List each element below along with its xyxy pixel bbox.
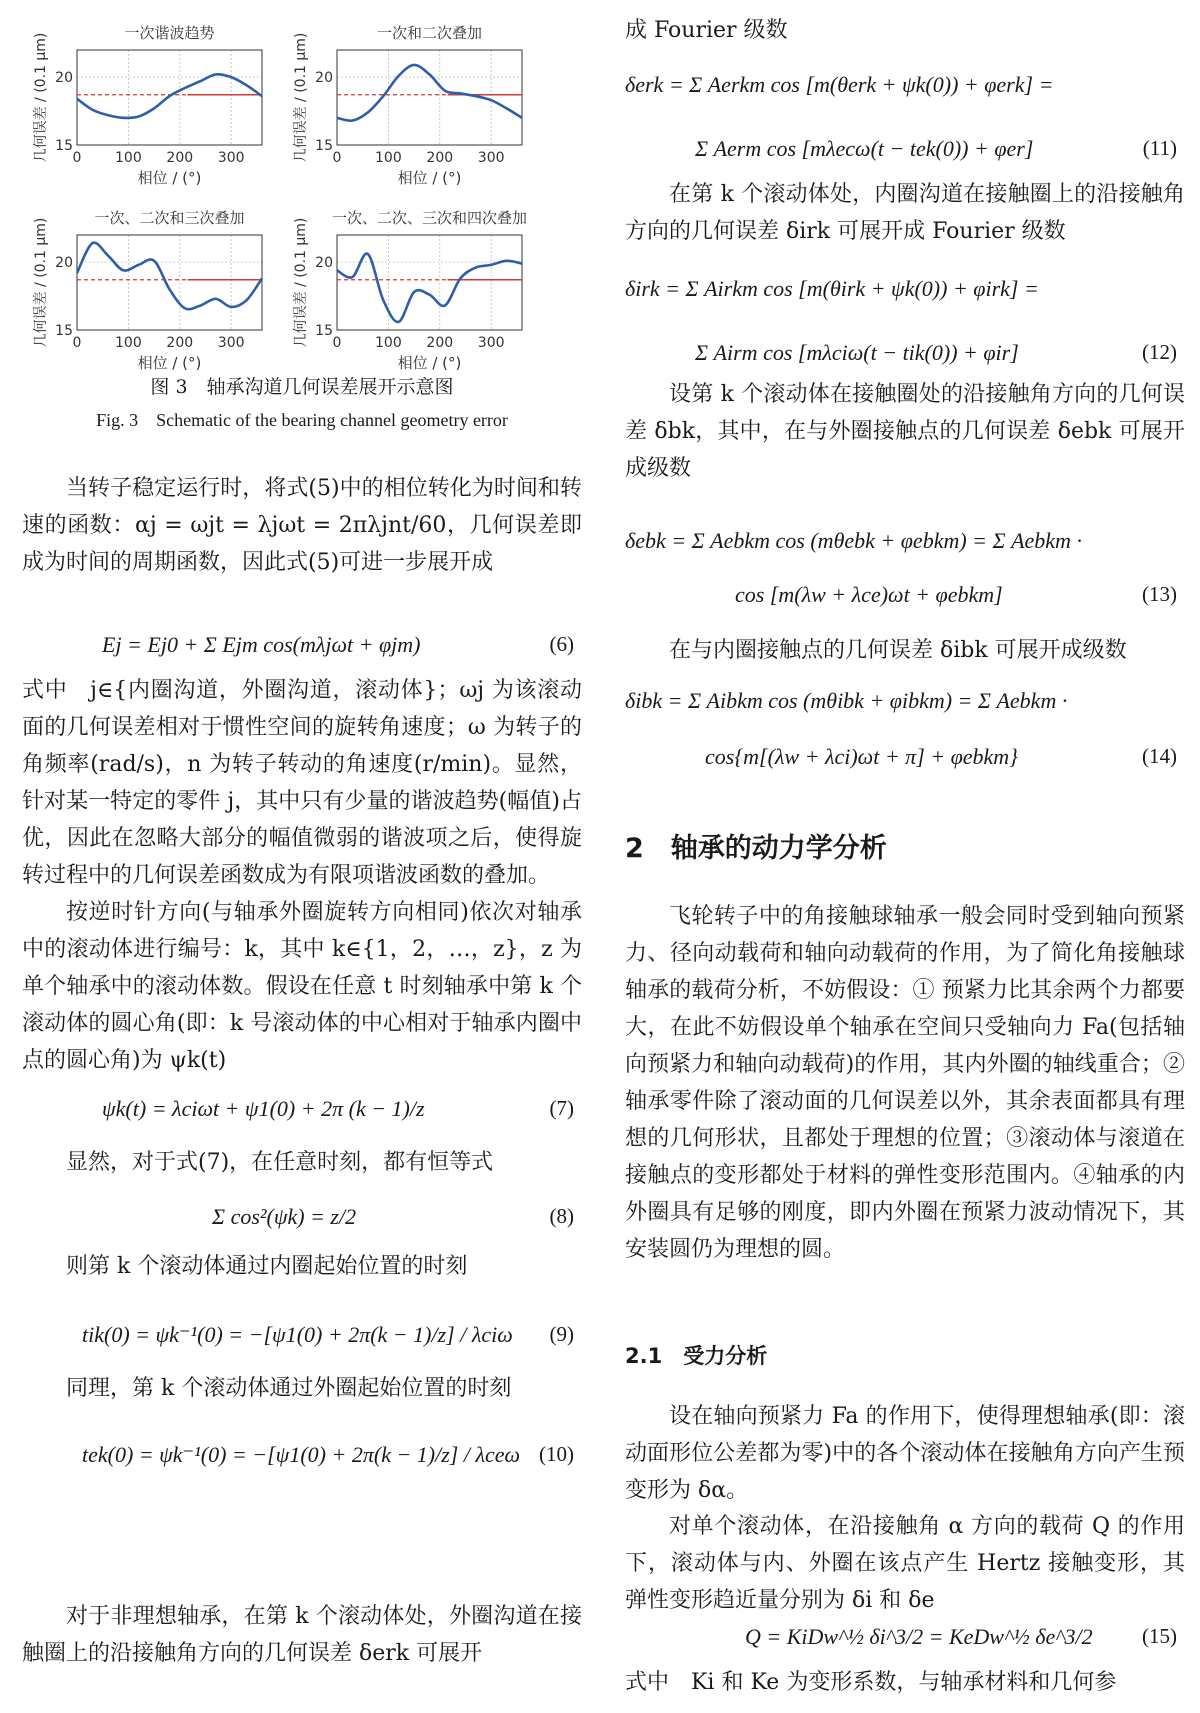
- y-tick-label: 20: [315, 255, 333, 272]
- data-series-line: [77, 74, 262, 118]
- paragraph: 设第 k 个滚动体在接触圈处的沿接触角方向的几何误差 δbk，其中，在与外圈接触点的几何误差 δebk 可展开成级数: [625, 382, 1185, 481]
- equation-number: (12): [1142, 340, 1177, 364]
- x-tick-label: 0: [332, 335, 342, 351]
- y-tick-label: 15: [55, 323, 73, 339]
- equation-body: Σ Aerm cos [mλecω(t − tek(0)) + φer]: [695, 136, 1034, 161]
- paragraph: 成 Fourier 级数: [625, 18, 788, 43]
- paragraph: 当转子稳定运行时，将式(5)中的相位转化为时间和转速的函数：αj = ωjt = λjωt = 2πλjnt/60，几何误差即成为时间的周期函数，因此式(5)可进一步展开成: [22, 476, 582, 575]
- panel-title: 一次、二次、三次和四次叠加: [331, 209, 528, 227]
- panel-title: 一次、二次和三次叠加: [94, 209, 245, 227]
- y-tick-label: 15: [315, 323, 333, 339]
- data-series-line: [337, 254, 522, 322]
- x-tick-label: 300: [217, 150, 245, 166]
- x-tick-label: 300: [477, 150, 505, 166]
- figure-caption-en: Fig. 3 Schematic of the bearing channel geometry error: [96, 410, 508, 430]
- paragraph: 飞轮转子中的角接触球轴承一般会同时受到轴向预紧力、径向动载荷和轴向动载荷的作用，为了简化角接触球轴承的载荷分析，不妨假设：① 预紧力比其余两个力都要大，在此不妨假设单个轴承在空间只受轴向力 Fa(包括轴向预紧力和轴向动载荷)的作用，其内外圈的轴线重合；② 轴承零件除了滚动面的几何误差以外，其余表面都具有理想的几何形状，且都处于理想的位置；③滚动体与滚道在接触点的变形都处于材料的弹性变形范围内。④轴承的内外圈具有足够的刚度，即内外圈在预紧力波动情况下，其安装圆仍为理想的圆。: [625, 904, 1185, 1262]
- paragraph: 则第 k 个滚动体通过内圈起始位置的时刻: [66, 1254, 468, 1279]
- data-series-line: [337, 65, 522, 121]
- y-tick-label: 20: [55, 255, 73, 272]
- y-tick-label: 20: [55, 70, 73, 87]
- equation-number: (8): [549, 1204, 574, 1228]
- equation-8: [22, 1190, 582, 1250]
- x-tick-label: 100: [115, 150, 142, 166]
- paragraph: 式中 Ki 和 Ke 为变形系数，与轴承材料和几何参: [625, 1670, 1117, 1695]
- equation-body: Σ Airm cos [mλciω(t − tik(0)) + φir]: [695, 340, 1019, 365]
- panel-title: 一次和二次叠加: [376, 24, 483, 42]
- equation-number: (7): [549, 1096, 574, 1120]
- equation-12: [625, 262, 1185, 386]
- y-tick-label: 20: [315, 70, 333, 87]
- plot-frame: [337, 235, 522, 330]
- equation-9: [22, 1300, 582, 1372]
- x-tick-label: 200: [166, 335, 194, 351]
- x-tick-label: 100: [375, 150, 402, 166]
- equation-6: [22, 620, 582, 680]
- subsection-heading: 2.1 受力分析: [625, 1344, 768, 1368]
- figure-3-plots: [22, 10, 582, 390]
- x-tick-label: 0: [332, 150, 342, 166]
- y-axis-label: 几何误差 / (0.1 μm): [293, 217, 309, 348]
- equation-number: (14): [1142, 744, 1177, 768]
- equation-body: δebk = Σ Aebkm cos (mθebk + φebkm) = Σ Aebkm ·: [625, 528, 1082, 553]
- equation-body: tik(0) = ψk⁻¹(0) = −[ψ1(0) + 2π(k − 1)/z] / λciω: [82, 1322, 513, 1347]
- x-tick-label: 100: [375, 335, 402, 351]
- equation-14: [625, 680, 1185, 788]
- equation-body: Σ cos²(ψk) = z/2: [212, 1204, 357, 1229]
- paragraph: 在与内圈接触点的几何误差 δibk 可展开成级数: [669, 638, 1127, 663]
- equation-number: (6): [549, 632, 574, 656]
- equation-15: [625, 1618, 1185, 1658]
- y-axis-label: 几何误差 / (0.1 μm): [33, 32, 49, 163]
- panel-title: 一次谐波趋势: [124, 24, 215, 42]
- x-tick-label: 200: [166, 150, 194, 166]
- x-axis-label: 相位 / (°): [137, 169, 202, 187]
- equation-body: ψk(t) = λciωt + ψ1(0) + 2π (k − 1)/z: [102, 1096, 425, 1121]
- x-tick-label: 200: [426, 150, 454, 166]
- data-series-line: [77, 243, 262, 310]
- equation-body: δibk = Σ Aibkm cos (mθibk + φibkm) = Σ Aebkm ·: [625, 688, 1068, 713]
- x-tick-label: 300: [217, 335, 245, 351]
- x-tick-label: 100: [115, 335, 142, 351]
- paragraph: 式中 j∈{内圈沟道，外圈沟道，滚动体}；ωj 为该滚动面的几何误差相对于惯性空间的旋转角速度；ω 为转子的角频率(rad/s)，n 为转子转动的角速度(r/min)。显然，针对某一特定的零件 j，其中只有少量的谐波趋势(幅值)占优，因此在忽略大部分的幅值微弱的谐波项之后，使得旋转过程中的几何误差函数成为有限项谐波函数的叠加。: [22, 678, 582, 888]
- y-tick-label: 15: [315, 138, 333, 154]
- x-tick-label: 0: [72, 150, 82, 166]
- figure-caption-cn: 图 3 轴承沟道几何误差展开示意图: [150, 376, 454, 398]
- x-axis-label: 相位 / (°): [397, 354, 462, 372]
- equation-10: [22, 1420, 582, 1492]
- equation-body: δerk = Σ Aerkm cos [m(θerk + ψk(0)) + φerk] =: [625, 72, 1054, 97]
- y-axis-label: 几何误差 / (0.1 μm): [33, 217, 49, 348]
- y-tick-label: 15: [55, 138, 73, 154]
- equation-body: Ej = Ej0 + Σ Ejm cos(mλjωt + φjm): [102, 632, 421, 657]
- equation-number: (9): [549, 1322, 574, 1346]
- paragraph: 同理，第 k 个滚动体通过外圈起始位置的时刻: [66, 1376, 512, 1401]
- paragraph: 对于非理想轴承，在第 k 个滚动体处，外圈沟道在接触圈上的沿接触角方向的几何误差 δerk 可展开: [22, 1604, 582, 1666]
- equation-body: Q = KiDw^½ δi^3/2 = KeDw^½ δe^3/2: [745, 1624, 1093, 1649]
- plot-frame: [77, 235, 262, 330]
- x-tick-label: 200: [426, 335, 454, 351]
- x-tick-label: 300: [477, 335, 505, 351]
- paragraph: 显然，对于式(7)，在任意时刻，都有恒等式: [66, 1150, 494, 1175]
- x-tick-label: 0: [72, 335, 82, 351]
- paragraph: 对单个滚动体，在沿接触角 α 方向的载荷 Q 的作用下，滚动体与内、外圈在该点产生 Hertz 接触变形，其弹性变形趋近量分别为 δi 和 δe: [625, 1514, 1185, 1613]
- equation-number: (15): [1142, 1624, 1177, 1648]
- equation-7: [22, 1090, 582, 1134]
- x-axis-label: 相位 / (°): [137, 354, 202, 372]
- section-heading: 2 轴承的动力学分析: [625, 833, 887, 864]
- plot-frame: [337, 50, 522, 145]
- equation-number: (13): [1142, 582, 1177, 606]
- x-axis-label: 相位 / (°): [397, 169, 462, 187]
- figure-3: [22, 10, 582, 450]
- equation-body: cos{m[(λw + λci)ωt + π] + φebkm}: [705, 744, 1018, 769]
- paragraph: 在第 k 个滚动体处，内圈沟道在接触圈上的沿接触角方向的几何误差 δirk 可展开成 Fourier 级数: [625, 182, 1185, 244]
- equation-11: [625, 58, 1185, 182]
- equation-number: (10): [539, 1442, 574, 1466]
- equation-body: δirk = Σ Airkm cos [m(θirk + ψk(0)) + φirk] =: [625, 276, 1039, 301]
- paragraph: 设在轴向预紧力 Fa 的作用下，使得理想轴承(即：滚动面形位公差都为零)中的各个滚动体在接触角方向产生预变形为 δα。: [625, 1404, 1185, 1503]
- equation-body: tek(0) = ψk⁻¹(0) = −[ψ1(0) + 2π(k − 1)/z] / λceω: [82, 1442, 521, 1467]
- equation-number: (11): [1142, 136, 1177, 160]
- equation-body: cos [m(λw + λce)ωt + φebkm]: [735, 582, 1003, 607]
- equation-13: [625, 520, 1185, 628]
- paragraph: 按逆时针方向(与轴承外圈旋转方向相同)依次对轴承中的滚动体进行编号：k，其中 k∈{1，2，…，z}，z 为单个轴承中的滚动体数。假设在任意 t 时刻轴承中第 k 个滚动体的圆心角(即：k 号滚动体的中心相对于轴承内圈中点的圆心角)为 ψk(t): [22, 900, 582, 1073]
- y-axis-label: 几何误差 / (0.1 μm): [293, 32, 309, 163]
